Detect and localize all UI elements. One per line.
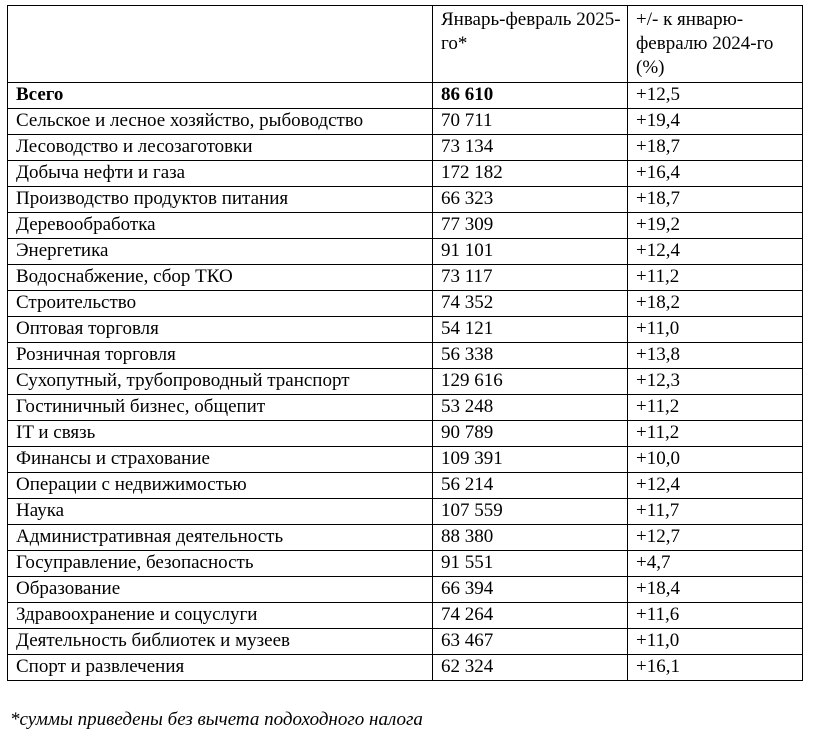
table-header-row (8, 6, 803, 83)
row-change: +18,2 (628, 291, 803, 317)
table-row (8, 239, 803, 265)
table-row (8, 473, 803, 499)
row-label: IT и связь (8, 421, 433, 447)
row-value: 172 182 (433, 161, 628, 187)
row-label: Здравоохранение и соцуслуги (8, 603, 433, 629)
row-label: Госуправление, безопасность (8, 551, 433, 577)
row-label: Деятельность библиотек и музеев (8, 629, 433, 655)
header-period: Январь-февраль 2025-го* (433, 6, 628, 83)
table-row (8, 135, 803, 161)
row-change: +11,2 (628, 395, 803, 421)
table-row (8, 499, 803, 525)
table-row (8, 369, 803, 395)
row-value: 129 616 (433, 369, 628, 395)
row-change: +11,7 (628, 499, 803, 525)
table-row (8, 551, 803, 577)
table-row (8, 317, 803, 343)
row-label: Наука (8, 499, 433, 525)
total-row (8, 83, 803, 109)
row-label: Лесоводство и лесозаготовки (8, 135, 433, 161)
row-change: +11,0 (628, 317, 803, 343)
row-change: +16,4 (628, 161, 803, 187)
row-value: 63 467 (433, 629, 628, 655)
total-change: +12,5 (628, 83, 803, 109)
header-change: +/- к январю-февралю 2024-го (%) (628, 6, 803, 83)
salary-table (7, 5, 803, 681)
row-label: Административная деятельность (8, 525, 433, 551)
row-label: Энергетика (8, 239, 433, 265)
row-change: +12,7 (628, 525, 803, 551)
row-change: +10,0 (628, 447, 803, 473)
row-change: +11,0 (628, 629, 803, 655)
row-label: Розничная торговля (8, 343, 433, 369)
table-row (8, 291, 803, 317)
row-value: 73 117 (433, 265, 628, 291)
table-row (8, 421, 803, 447)
row-value: 74 264 (433, 603, 628, 629)
row-label: Водоснабжение, сбор ТКО (8, 265, 433, 291)
row-value: 73 134 (433, 135, 628, 161)
table-row (8, 161, 803, 187)
table-row (8, 629, 803, 655)
row-value: 62 324 (433, 655, 628, 681)
table-row (8, 187, 803, 213)
table-row (8, 343, 803, 369)
row-value: 66 394 (433, 577, 628, 603)
table-row (8, 265, 803, 291)
row-label: Гостиничный бизнес, общепит (8, 395, 433, 421)
row-value: 74 352 (433, 291, 628, 317)
row-change: +19,2 (628, 213, 803, 239)
table-row (8, 577, 803, 603)
row-value: 53 248 (433, 395, 628, 421)
row-value: 107 559 (433, 499, 628, 525)
footnote: *суммы приведены без вычета подоходного налога (10, 709, 423, 730)
table-row (8, 447, 803, 473)
row-value: 54 121 (433, 317, 628, 343)
row-change: +4,7 (628, 551, 803, 577)
row-value: 77 309 (433, 213, 628, 239)
row-change: +11,6 (628, 603, 803, 629)
row-change: +11,2 (628, 265, 803, 291)
row-value: 91 551 (433, 551, 628, 577)
row-value: 90 789 (433, 421, 628, 447)
row-value: 56 214 (433, 473, 628, 499)
row-label: Спорт и развлечения (8, 655, 433, 681)
row-value: 66 323 (433, 187, 628, 213)
row-value: 91 101 (433, 239, 628, 265)
row-label: Деревообработка (8, 213, 433, 239)
row-label: Сельское и лесное хозяйство, рыбоводство (8, 109, 433, 135)
table-row (8, 603, 803, 629)
table-row (8, 213, 803, 239)
row-label: Операции с недвижимостью (8, 473, 433, 499)
row-change: +18,4 (628, 577, 803, 603)
total-label: Всего (8, 83, 433, 109)
row-change: +19,4 (628, 109, 803, 135)
row-label: Финансы и страхование (8, 447, 433, 473)
row-change: +12,4 (628, 239, 803, 265)
row-label: Оптовая торговля (8, 317, 433, 343)
row-change: +18,7 (628, 187, 803, 213)
row-value: 70 711 (433, 109, 628, 135)
row-change: +12,3 (628, 369, 803, 395)
row-label: Добыча нефти и газа (8, 161, 433, 187)
row-value: 109 391 (433, 447, 628, 473)
row-change: +18,7 (628, 135, 803, 161)
table-row (8, 395, 803, 421)
row-label: Строительство (8, 291, 433, 317)
total-value: 86 610 (433, 83, 628, 109)
row-change: +13,8 (628, 343, 803, 369)
row-label: Производство продуктов питания (8, 187, 433, 213)
row-change: +16,1 (628, 655, 803, 681)
row-value: 88 380 (433, 525, 628, 551)
table-row (8, 525, 803, 551)
table-row (8, 655, 803, 681)
row-change: +12,4 (628, 473, 803, 499)
row-change: +11,2 (628, 421, 803, 447)
row-label: Сухопутный, трубопроводный транспорт (8, 369, 433, 395)
table-row (8, 109, 803, 135)
header-empty-cell (8, 6, 433, 83)
row-value: 56 338 (433, 343, 628, 369)
row-label: Образование (8, 577, 433, 603)
